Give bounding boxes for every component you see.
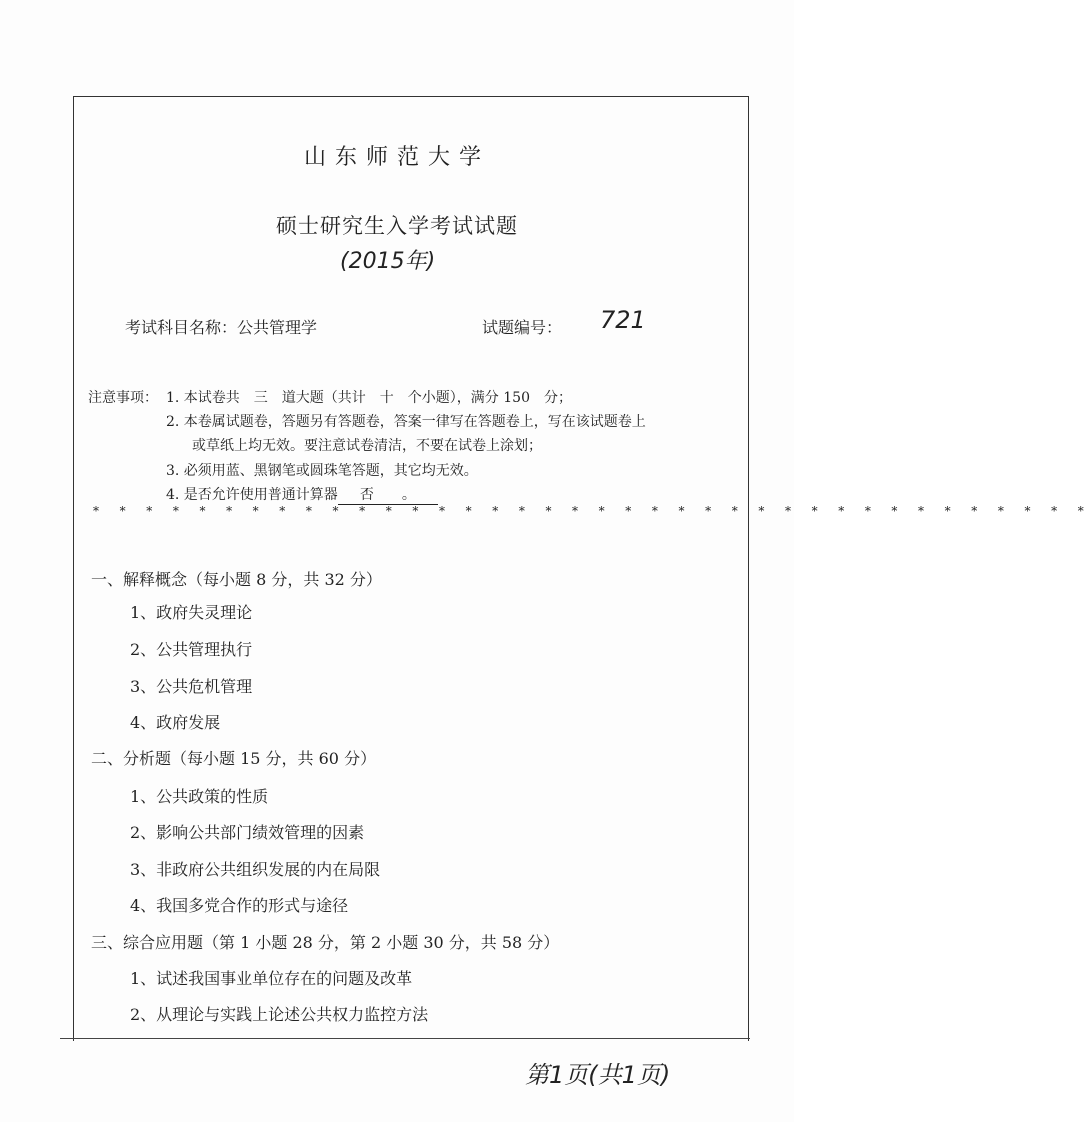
note-line: 或草纸上均无效。要注意试卷清洁，不要在试卷上涂划； (192, 438, 542, 454)
exam-code-label: 试题编号： (482, 318, 563, 337)
separator: * * * * * * * * * * * * * * * * * * * * * * * * * * * * * * * * * * * * * * (93, 504, 1092, 518)
question-item: 1、政府失灵理论 (130, 603, 253, 622)
question-item: 2、公共管理执行 (130, 640, 253, 659)
exam-title: 硕士研究生入学考试试题 (276, 214, 518, 238)
calculator-answer-text: 否 (359, 487, 374, 503)
calculator-question: 4. 是否允许使用普通计算器 (166, 487, 338, 503)
bottom-border (60, 1038, 750, 1039)
section-title: 三、综合应用题（第 1 小题 28 分，第 2 小题 30 分，共 58 分） (91, 933, 560, 952)
question-item: 4、我国多党合作的形式与途径 (130, 896, 349, 915)
note-line (166, 484, 438, 505)
section-title: 一、解释概念（每小题 8 分，共 32 分） (91, 570, 382, 589)
question-item: 2、影响公共部门绩效管理的因素 (130, 823, 365, 842)
university-name: 山东师范大学 (303, 145, 490, 170)
year-handwritten: (2015年) (340, 249, 436, 274)
note-line: 2. 本卷属试题卷，答题另有答题卷，答案一律写在答题卷上，写在该试题卷上 (166, 414, 646, 430)
question-item: 1、公共政策的性质 (130, 787, 269, 806)
subject-name: 考试科目名称：公共管理学 (125, 318, 318, 337)
question-item: 4、政府发展 (130, 713, 221, 732)
question-item: 3、非政府公共组织发展的内在局限 (130, 860, 381, 879)
question-item: 3、公共危机管理 (130, 677, 253, 696)
question-item: 1、试述我国事业单位存在的问题及改革 (130, 969, 413, 988)
note-line: 3. 必须用蓝、黑钢笔或圆珠笔答题，其它均无效。 (166, 463, 478, 479)
note-line: 1. 本试卷共 三 道大题（共计 十 个小题），满分 150 分； (166, 390, 572, 406)
section-title: 二、分析题（每小题 15 分，共 60 分） (91, 749, 377, 768)
calculator-end: 。 (401, 487, 416, 503)
page-number-handwritten: 第1页(共1页) (525, 1061, 671, 1089)
exam-code-value: 721 (600, 306, 646, 334)
calculator-answer (338, 484, 438, 505)
notes-prefix: 注意事项： (88, 390, 158, 406)
question-item: 2、从理论与实践上论述公共权力监控方法 (130, 1005, 429, 1024)
